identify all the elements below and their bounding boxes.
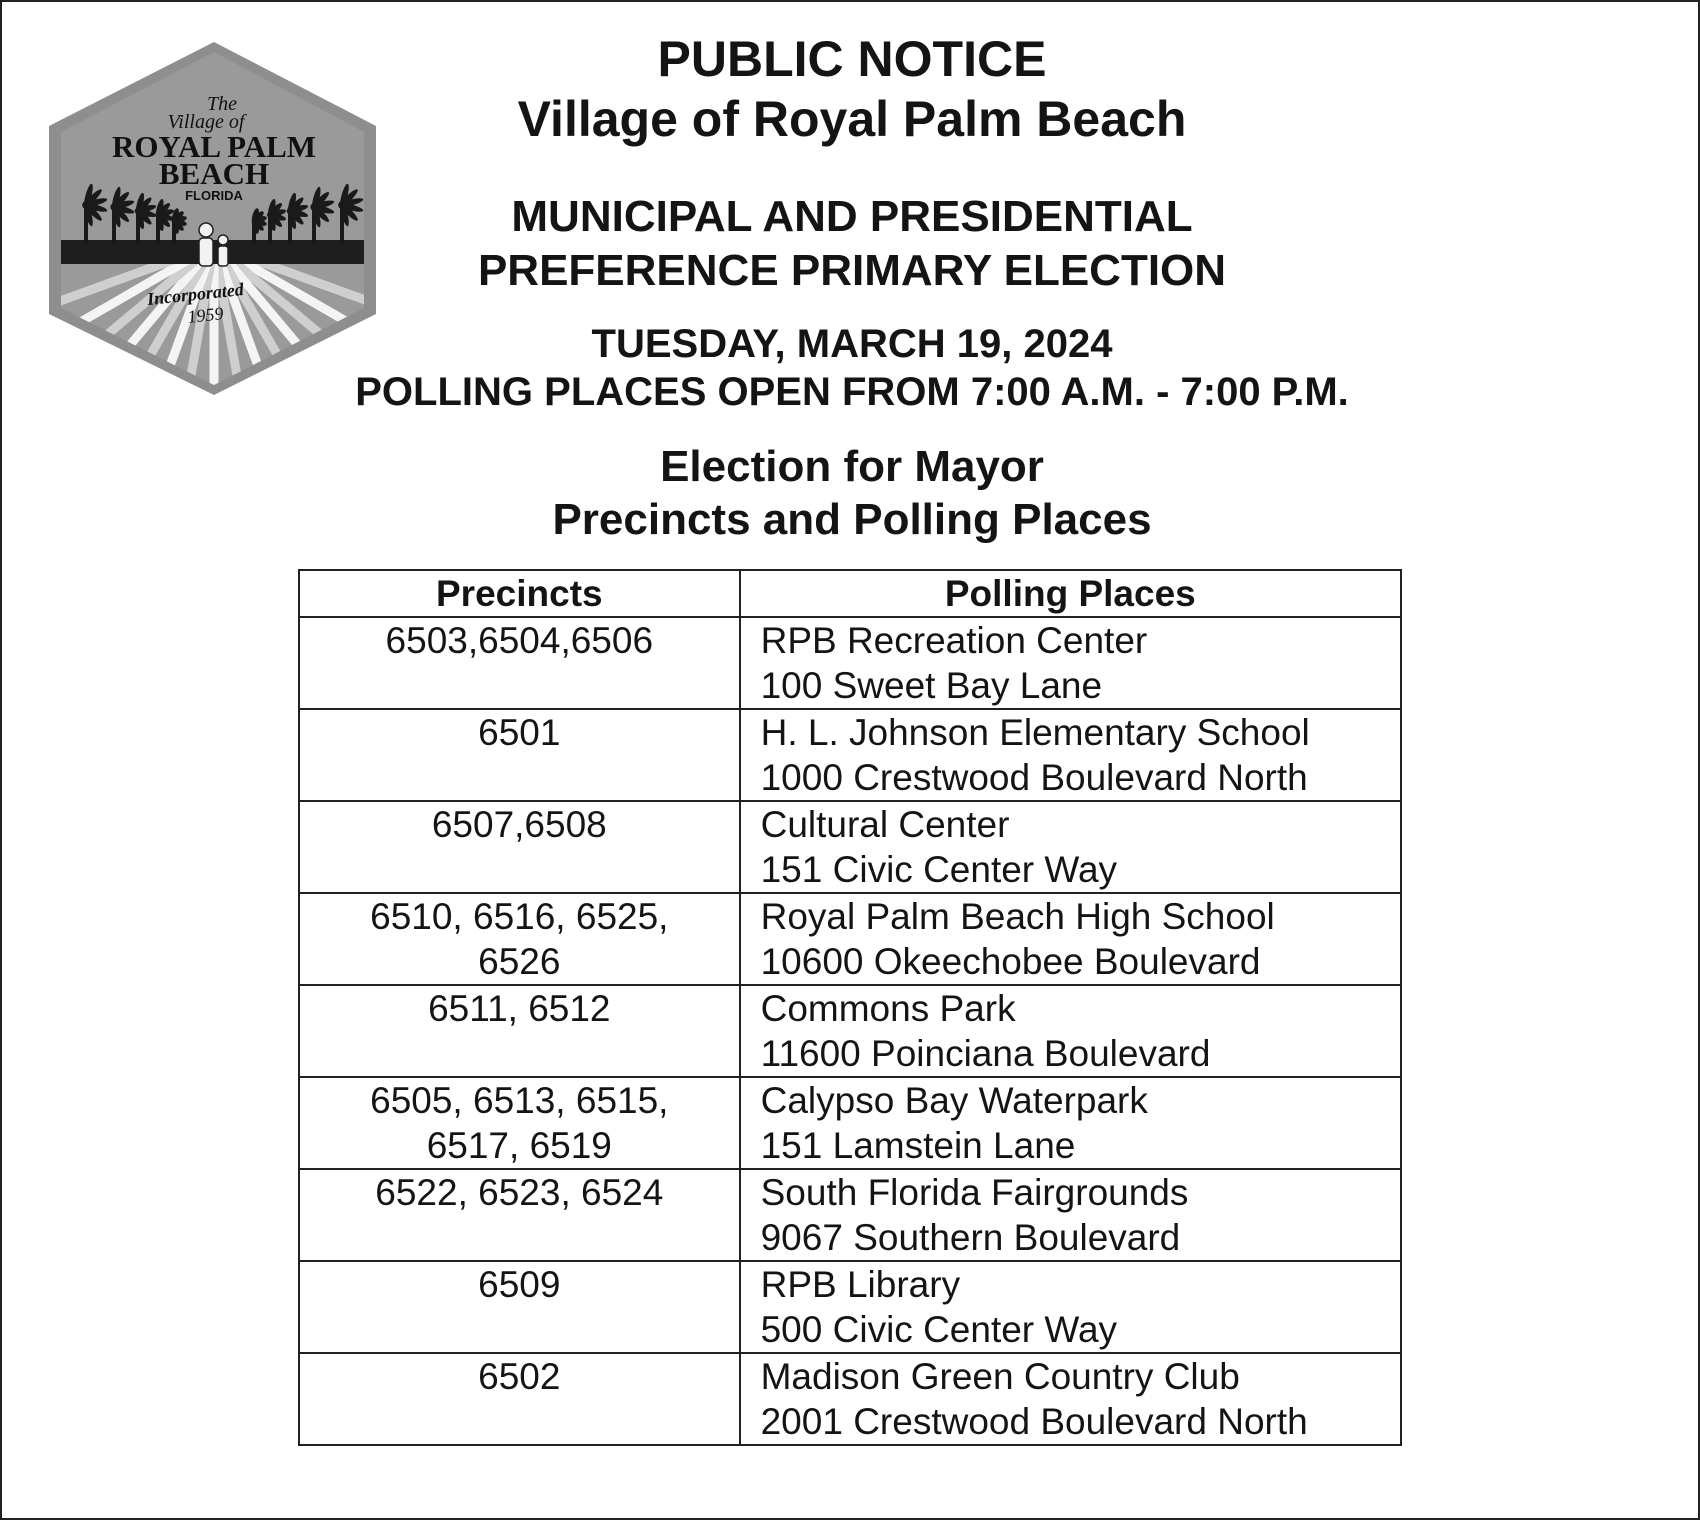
seal-name-line2: BEACH: [158, 156, 270, 191]
notice-title: PUBLIC NOTICE: [657, 31, 1047, 87]
polling-place-address: 100 Sweet Bay Lane: [760, 665, 1103, 706]
precinct-numbers: 6526: [478, 941, 561, 982]
polling-place-address: 1000 Crestwood Boulevard North: [760, 757, 1308, 798]
precinct-numbers: 6510, 6516, 6525,: [370, 896, 669, 937]
precincts-heading: Precincts and Polling Places: [552, 495, 1152, 544]
seal-year-text: 1959: [186, 303, 225, 327]
precinct-numbers: 6501: [478, 712, 561, 753]
polling-place-address: 11600 Poinciana Boulevard: [760, 1033, 1211, 1074]
precinct-numbers: 6505, 6513, 6515,: [370, 1080, 669, 1121]
seal-village-of-text: Village of: [167, 111, 245, 133]
polling-place-address: 10600 Okeechobee Boulevard: [760, 941, 1261, 982]
precincts-cell: [299, 617, 740, 709]
polling-place-cell: [740, 1077, 1401, 1169]
precincts-cell: [299, 1261, 740, 1353]
table-row: [299, 985, 1401, 1077]
table-row: [299, 801, 1401, 893]
polling-place-name: Madison Green Country Club: [760, 1356, 1240, 1397]
table-row: [299, 617, 1401, 709]
polling-place-name: Commons Park: [760, 988, 1016, 1029]
precincts-cell: [299, 985, 740, 1077]
seal-name-line1: ROYAL PALM: [111, 129, 317, 164]
precinct-numbers: 6507,6508: [431, 804, 607, 845]
table-row: [299, 1077, 1401, 1169]
precinct-numbers: 6502: [478, 1356, 561, 1397]
precinct-numbers: 6511, 6512: [428, 988, 611, 1029]
precincts-cell: [299, 1353, 740, 1445]
polling-place-cell: [740, 985, 1401, 1077]
table-body: [299, 617, 1401, 1445]
table-row: [299, 1353, 1401, 1445]
polling-place-name: RPB Recreation Center: [760, 620, 1148, 661]
polling-place-address: 9067 Southern Boulevard: [760, 1217, 1181, 1258]
precinct-numbers: 6522, 6523, 6524: [375, 1172, 664, 1213]
polling-place-name: Calypso Bay Waterpark: [760, 1080, 1148, 1121]
column-header-precincts: Precincts: [299, 570, 740, 617]
polling-place-cell: [740, 801, 1401, 893]
polling-place-cell: [740, 617, 1401, 709]
village-name: Village of Royal Palm Beach: [517, 91, 1187, 147]
polling-place-cell: [740, 1169, 1401, 1261]
polling-place-name: RPB Library: [760, 1264, 961, 1305]
precincts-cell: [299, 1169, 740, 1261]
precinct-numbers: 6517, 6519: [426, 1125, 612, 1166]
polling-place-address: 151 Lamstein Lane: [760, 1125, 1076, 1166]
polling-hours: POLLING PLACES OPEN FROM 7:00 A.M. - 7:00 P.M.: [355, 370, 1349, 414]
polling-place-cell: [740, 893, 1401, 985]
polling-place-name: Royal Palm Beach High School: [760, 896, 1275, 937]
polling-place-cell: [740, 1261, 1401, 1353]
polling-place-name: H. L. Johnson Elementary School: [760, 712, 1310, 753]
polling-place-address: 2001 Crestwood Boulevard North: [760, 1401, 1308, 1442]
table-row: [299, 709, 1401, 801]
table-header-row: [299, 570, 1401, 617]
precincts-cell: [299, 893, 740, 985]
precincts-cell: [299, 709, 740, 801]
seal-state-text: FLORIDA: [185, 188, 243, 203]
polling-place-name: Cultural Center: [760, 804, 1010, 845]
seal-the-text: The: [207, 93, 237, 115]
election-date: TUESDAY, MARCH 19, 2024: [591, 322, 1113, 366]
election-name-line1: MUNICIPAL AND PRESIDENTIAL: [511, 192, 1193, 241]
table-row: [299, 893, 1401, 985]
polling-place-address: 151 Civic Center Way: [760, 849, 1118, 890]
election-name-line2: PREFERENCE PRIMARY ELECTION: [477, 246, 1227, 295]
precincts-cell: [299, 1077, 740, 1169]
table-row: [299, 1261, 1401, 1353]
column-header-polling-places: Polling Places: [740, 570, 1401, 617]
polling-place-cell: [740, 1353, 1401, 1445]
mayor-election-heading: Election for Mayor: [660, 442, 1044, 491]
polling-place-name: South Florida Fairgrounds: [760, 1172, 1189, 1213]
precincts-cell: [299, 801, 740, 893]
polling-place-cell: [740, 709, 1401, 801]
polling-places-table: [298, 569, 1402, 1446]
precinct-numbers: 6503,6504,6506: [385, 620, 654, 661]
polling-place-address: 500 Civic Center Way: [760, 1309, 1118, 1350]
precinct-numbers: 6509: [478, 1264, 561, 1305]
table-row: [299, 1169, 1401, 1261]
seal-incorporated-text: Incorporated: [146, 279, 245, 310]
